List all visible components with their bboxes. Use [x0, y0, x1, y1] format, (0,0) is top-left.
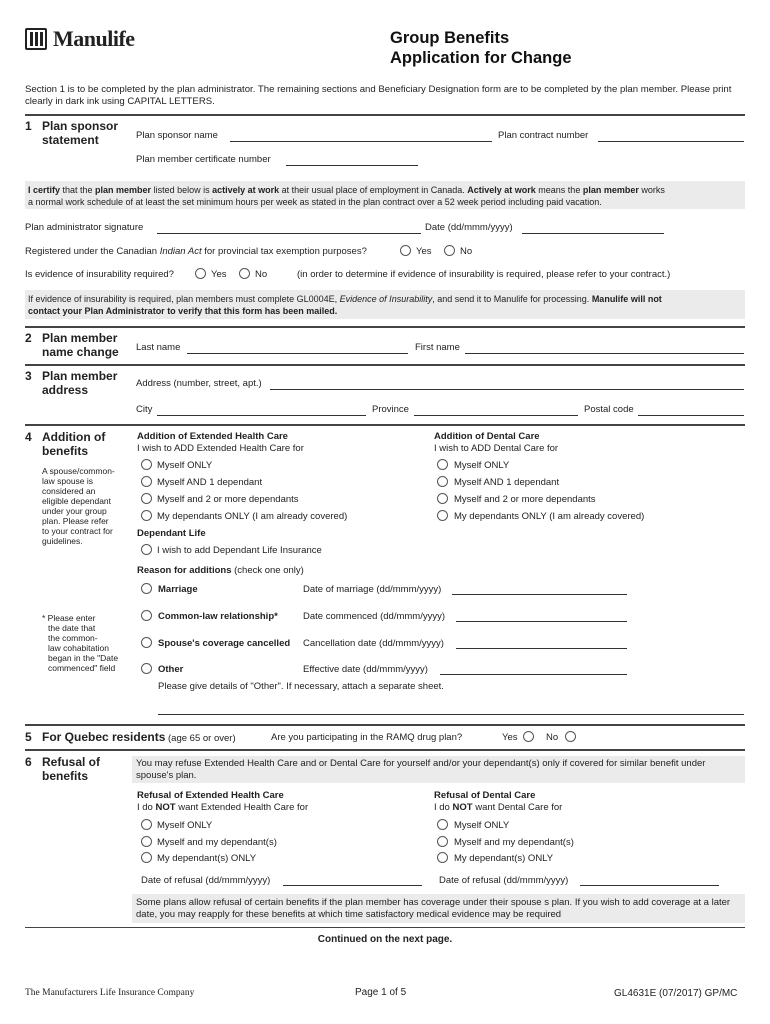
manulife-logo	[25, 26, 135, 52]
add-dental-subheading: I wish to ADD Dental Care for	[434, 443, 559, 454]
refuse-dental-option-radio[interactable]	[437, 836, 448, 847]
section-6-title: Refusal of benefits	[42, 755, 101, 783]
refuse-ehc-heading: Refusal of Extended Health Care	[137, 790, 284, 801]
address-field[interactable]	[270, 389, 744, 390]
dependant-life-label: I wish to add Dependant Life Insurance	[157, 545, 322, 556]
other-details-field[interactable]	[158, 714, 744, 715]
reason-heading: Reason for additions (check one only)	[137, 565, 304, 576]
reason-other-label: Other	[158, 664, 184, 675]
add-dental-option-radio[interactable]	[437, 476, 448, 487]
section-divider	[25, 424, 745, 426]
add-dental-option-label: Myself AND 1 dependant	[454, 477, 560, 488]
reason-common-law-radio[interactable]	[141, 610, 152, 621]
reason-other-radio[interactable]	[141, 663, 152, 674]
section-4-title: Addition of benefits	[42, 430, 106, 458]
add-dental-option-radio[interactable]	[437, 459, 448, 470]
refuse-dental-option-radio[interactable]	[437, 852, 448, 863]
eoi-yes-label: Yes	[211, 269, 227, 280]
certificate-number-field[interactable]	[286, 165, 418, 166]
refuse-ehc-option-label: Myself and my dependant(s)	[157, 837, 277, 848]
brand-name: Manulife	[53, 26, 135, 51]
add-ehc-subheading: I wish to ADD Extended Health Care for	[137, 443, 304, 454]
postal-code-label: Postal code	[584, 404, 634, 415]
section-5-number: 5	[25, 730, 32, 744]
reason-marriage-label: Marriage	[158, 584, 198, 595]
cancellation-date-label: Cancellation date (dd/mmm/yyyy)	[303, 638, 444, 649]
refuse-dental-subheading: I do NOT want Dental Care for	[434, 802, 563, 813]
add-ehc-heading: Addition of Extended Health Care	[137, 431, 288, 442]
first-name-label: First name	[415, 342, 460, 353]
indian-act-yes-label: Yes	[416, 246, 432, 257]
last-name-label: Last name	[136, 342, 181, 353]
section-4-number: 4	[25, 430, 32, 444]
last-name-field[interactable]	[187, 353, 408, 354]
ramq-no-label: No	[546, 732, 559, 743]
city-label: City	[136, 404, 153, 415]
section-divider	[25, 749, 745, 751]
refuse-dental-option-label: Myself ONLY	[454, 820, 510, 831]
refuse-ehc-option-label: Myself ONLY	[157, 820, 213, 831]
section-divider	[25, 724, 745, 726]
province-label: Province	[372, 404, 409, 415]
continued-note: Continued on the next page.	[317, 934, 453, 945]
section-2-title: Plan member name change	[42, 331, 119, 359]
spouse-side-note: A spouse/common- law spouse is considered an eligible dependant under your group plan. Please refer to your contract for guidelines.	[42, 466, 115, 546]
footer-form-code: GL4631E (07/2017) GP/MC	[614, 988, 738, 999]
intro-text: Section 1 is to be completed by the plan administrator. The remaining sections and Beneficiary Designation form are to be completed by the plan member. Please print clearly in dark ink using CAPITAL LETTERS.	[25, 84, 732, 107]
certify-text-line1: I certify that the plan member listed below is actively at work at their usual place of employment in Canada. Actively at work means the plan member works	[28, 185, 665, 195]
add-ehc-option-radio[interactable]	[141, 493, 152, 504]
refuse-ehc-option-radio[interactable]	[141, 852, 152, 863]
dependant-life-radio[interactable]	[141, 544, 152, 555]
footer-page-number: Page 1 of 5	[355, 987, 407, 998]
certify-text-line2: a normal work schedule of at least the set minimum hours per week as stated in the plan contract over a 52 week period including paid vacation.	[28, 197, 602, 207]
section-3-number: 3	[25, 369, 32, 383]
reason-common-law-label: Common-law relationship*	[158, 611, 278, 622]
indian-act-no-label: No	[460, 246, 473, 257]
indian-act-yes-radio[interactable]	[400, 245, 411, 256]
add-ehc-option-label: My dependants ONLY (I am already covered)	[157, 511, 348, 522]
refuse-ehc-option-label: My dependant(s) ONLY	[157, 853, 257, 864]
add-dental-option-radio[interactable]	[437, 493, 448, 504]
refuse-ehc-date-label: Date of refusal (dd/mmm/yyyy)	[141, 875, 271, 886]
other-details-note: Please give details of "Other". If necessary, attach a separate sheet.	[158, 681, 444, 692]
section-divider	[25, 114, 745, 116]
add-dental-option-label: My dependants ONLY (I am already covered)	[454, 511, 645, 522]
contract-number-field[interactable]	[598, 141, 744, 142]
eoi-yes-radio[interactable]	[195, 268, 206, 279]
sponsor-name-field[interactable]	[230, 141, 492, 142]
section-5-title: For Quebec residents (age 65 or over)	[42, 730, 236, 744]
section-1-number: 1	[25, 119, 32, 133]
admin-date-field[interactable]	[522, 233, 664, 234]
eoi-info-line2: contact your Plan Administrator to verify that this form has been mailed.	[28, 306, 338, 316]
eoi-no-radio[interactable]	[239, 268, 250, 279]
dependant-life-heading: Dependant Life	[137, 528, 206, 539]
indian-act-no-radio[interactable]	[444, 245, 455, 256]
ramq-no-radio[interactable]	[565, 731, 576, 742]
effective-date-field[interactable]	[440, 674, 627, 675]
add-dental-option-label: Myself ONLY	[454, 460, 510, 471]
indian-act-question: Registered under the Canadian Indian Act for provincial tax exemption purposes?	[25, 246, 367, 257]
postal-code-field[interactable]	[638, 415, 744, 416]
form-title-line1: Group Benefits	[390, 29, 510, 47]
add-ehc-option-label: Myself and 2 or more dependants	[157, 494, 299, 505]
sponsor-name-label: Plan sponsor name	[136, 130, 218, 141]
first-name-field[interactable]	[465, 353, 744, 354]
section-divider	[25, 364, 745, 366]
admin-date-label: Date (dd/mmm/yyyy)	[425, 222, 513, 233]
city-field[interactable]	[157, 415, 366, 416]
manulife-logo-icon	[25, 28, 47, 50]
ramq-yes-radio[interactable]	[523, 731, 534, 742]
form-title-line2: Application for Change	[390, 49, 572, 67]
refuse-ehc-date-field[interactable]	[283, 885, 422, 886]
footer-company: The Manufacturers Life Insurance Company	[25, 988, 195, 998]
contract-number-label: Plan contract number	[498, 130, 589, 141]
refuse-ehc-option-radio[interactable]	[141, 819, 152, 830]
cancellation-date-field[interactable]	[456, 648, 627, 649]
address-label: Address (number, street, apt.)	[136, 378, 262, 389]
add-ehc-option-radio[interactable]	[141, 459, 152, 470]
refuse-dental-option-radio[interactable]	[437, 819, 448, 830]
certificate-number-label: Plan member certificate number	[136, 154, 271, 165]
refuse-dental-heading: Refusal of Dental Care	[434, 790, 536, 801]
effective-date-label: Effective date (dd/mmm/yyyy)	[303, 664, 428, 675]
reason-spouse-cancelled-label: Spouse's coverage cancelled	[158, 638, 291, 649]
section-divider	[25, 326, 745, 328]
refusal-note-text: Some plans allow refusal of certain benefits if the plan member has coverage under their spouse s plan. If you wish to add coverage at a later date, you may reapply for these benefits at which time satisfactory medical evidence may be required	[136, 897, 731, 920]
admin-signature-field[interactable]	[157, 233, 421, 234]
eoi-note: (in order to determine if evidence of insurability is required, please refer to your contract.)	[297, 269, 671, 280]
ramq-yes-label: Yes	[502, 732, 518, 743]
add-dental-heading: Addition of Dental Care	[434, 431, 540, 442]
ramq-question: Are you participating in the RAMQ drug plan?	[271, 732, 463, 743]
province-field[interactable]	[414, 415, 578, 416]
section-divider	[25, 927, 745, 928]
marriage-date-label: Date of marriage (dd/mmm/yyyy)	[303, 584, 442, 595]
common-law-star-note: * Please enter the date that the common- law cohabitation began in the "Date commenced" field	[42, 613, 119, 673]
section-2-number: 2	[25, 331, 32, 345]
add-dental-option-label: Myself and 2 or more dependants	[454, 494, 596, 505]
eoi-question: Is evidence of insurability required?	[25, 269, 174, 280]
refuse-dental-option-label: My dependant(s) ONLY	[454, 853, 554, 864]
refuse-ehc-subheading: I do NOT want Extended Health Care for	[137, 802, 309, 813]
commenced-date-field[interactable]	[456, 621, 627, 622]
section-1-title: Plan sponsor statement	[42, 119, 119, 147]
reason-marriage-radio[interactable]	[141, 583, 152, 594]
add-dental-option-radio[interactable]	[437, 510, 448, 521]
reason-spouse-cancelled-radio[interactable]	[141, 637, 152, 648]
admin-signature-label: Plan administrator signature	[25, 222, 144, 233]
eoi-info-line1: If evidence of insurability is required, plan members must complete GL0004E, Evidence of Insurability, and send it to Manulife for processing. Manulife will not	[28, 294, 662, 304]
marriage-date-field[interactable]	[452, 594, 627, 595]
add-ehc-option-radio[interactable]	[141, 476, 152, 487]
refuse-dental-date-label: Date of refusal (dd/mmm/yyyy)	[439, 875, 569, 886]
add-ehc-option-label: Myself ONLY	[157, 460, 213, 471]
commenced-date-label: Date commenced (dd/mmm/yyyy)	[303, 611, 446, 622]
refuse-dental-date-field[interactable]	[580, 885, 719, 886]
refuse-dental-option-label: Myself and my dependant(s)	[454, 837, 574, 848]
add-ehc-option-label: Myself AND 1 dependant	[157, 477, 263, 488]
section-3-title: Plan member address	[42, 369, 118, 397]
section-6-number: 6	[25, 755, 32, 769]
refuse-ehc-option-radio[interactable]	[141, 836, 152, 847]
eoi-no-label: No	[255, 269, 268, 280]
add-ehc-option-radio[interactable]	[141, 510, 152, 521]
refusal-info-text: You may refuse Extended Health Care and or Dental Care for yourself and/or your dependant(s) only if covered for similar benefit under spouse's plan.	[136, 758, 706, 781]
